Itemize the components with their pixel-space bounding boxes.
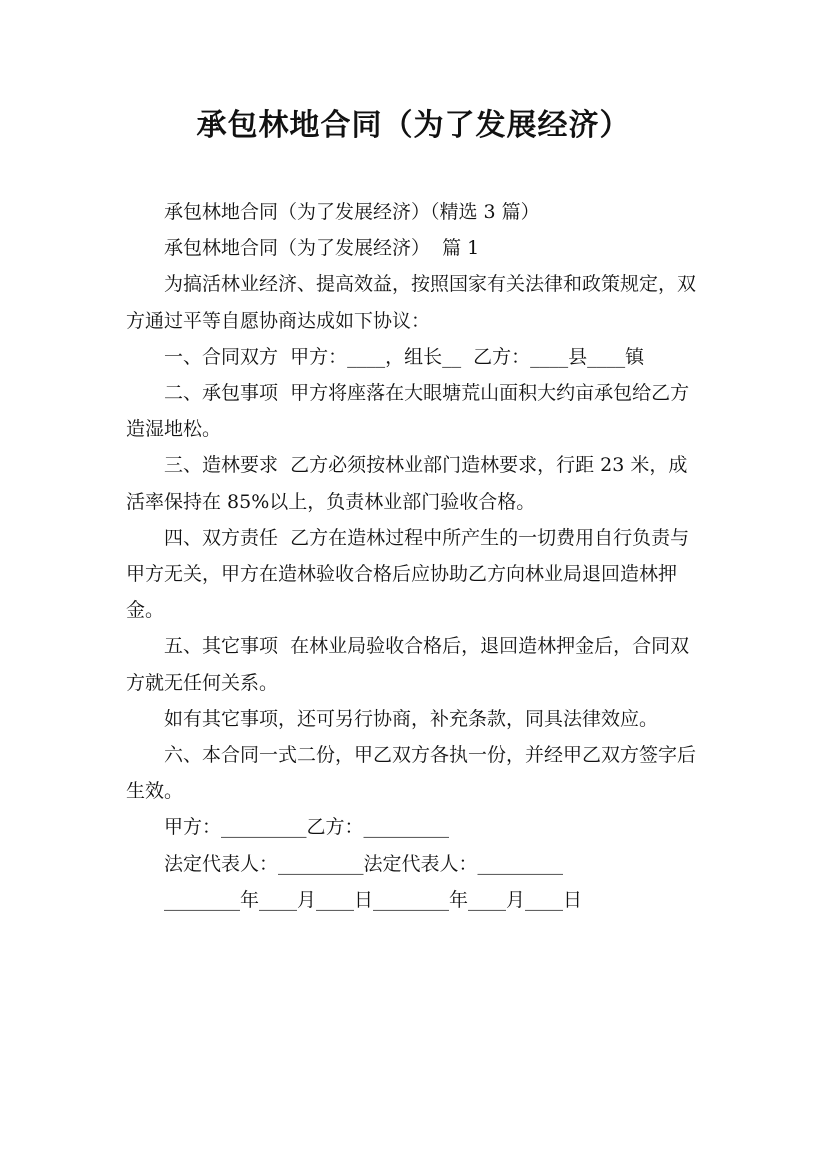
paragraph-subtitle: 承包林地合同（为了发展经济）（精选 3 篇） [164,201,540,223]
document-title: 承包林地合同（为了发展经济） [196,108,631,143]
document-body [126,194,704,918]
paragraph-preamble: 为搞活林业经济、提高效益，按照国家有关法律和政策规定，双方通过平等自愿协商达成如下协议： [126,273,697,332]
paragraph-clause-contract-matter: 二、承包事项 甲方将座落在大眼塘荒山面积大约亩承包给乙方造湿地松。 [126,382,690,441]
paragraph-clause-parties: 一、合同双方 甲方：____，组长__ 乙方：____县____镇 [164,345,645,368]
paragraph-clause-responsibilities: 四、双方责任 乙方在造林过程中所产生的一切费用自行负责与甲方无关，甲方在造林验收合格后应协助乙方向林业局退回造林押金。 [126,526,690,622]
paragraph-clause-afforestation: 三、造林要求 乙方必须按林业部门造林要求，行距 23 米，成活率保持在 85%以上，负责林业部门验收合格。 [126,454,688,513]
paragraph-supplement: 如有其它事项，还可另行协商，补充条款，同具法律效应。 [164,707,659,730]
paragraph-clause-other-matters: 五、其它事项 在林业局验收合格后，退回造林押金后，合同双方就无任何关系。 [126,635,690,694]
paragraph-clause-copies: 六、本合同一式二份，甲乙双方各执一份，并经甲乙双方签字后生效。 [126,744,697,803]
signature-representatives-line: 法定代表人：_________法定代表人：_________ [164,852,564,875]
signature-date-line: ________年____月____日________年____月____日 [164,888,583,911]
signature-parties-line: 甲方：_________乙方：_________ [164,816,450,839]
paragraph-section-heading: 承包林地合同（为了发展经济） 篇 1 [164,237,480,260]
